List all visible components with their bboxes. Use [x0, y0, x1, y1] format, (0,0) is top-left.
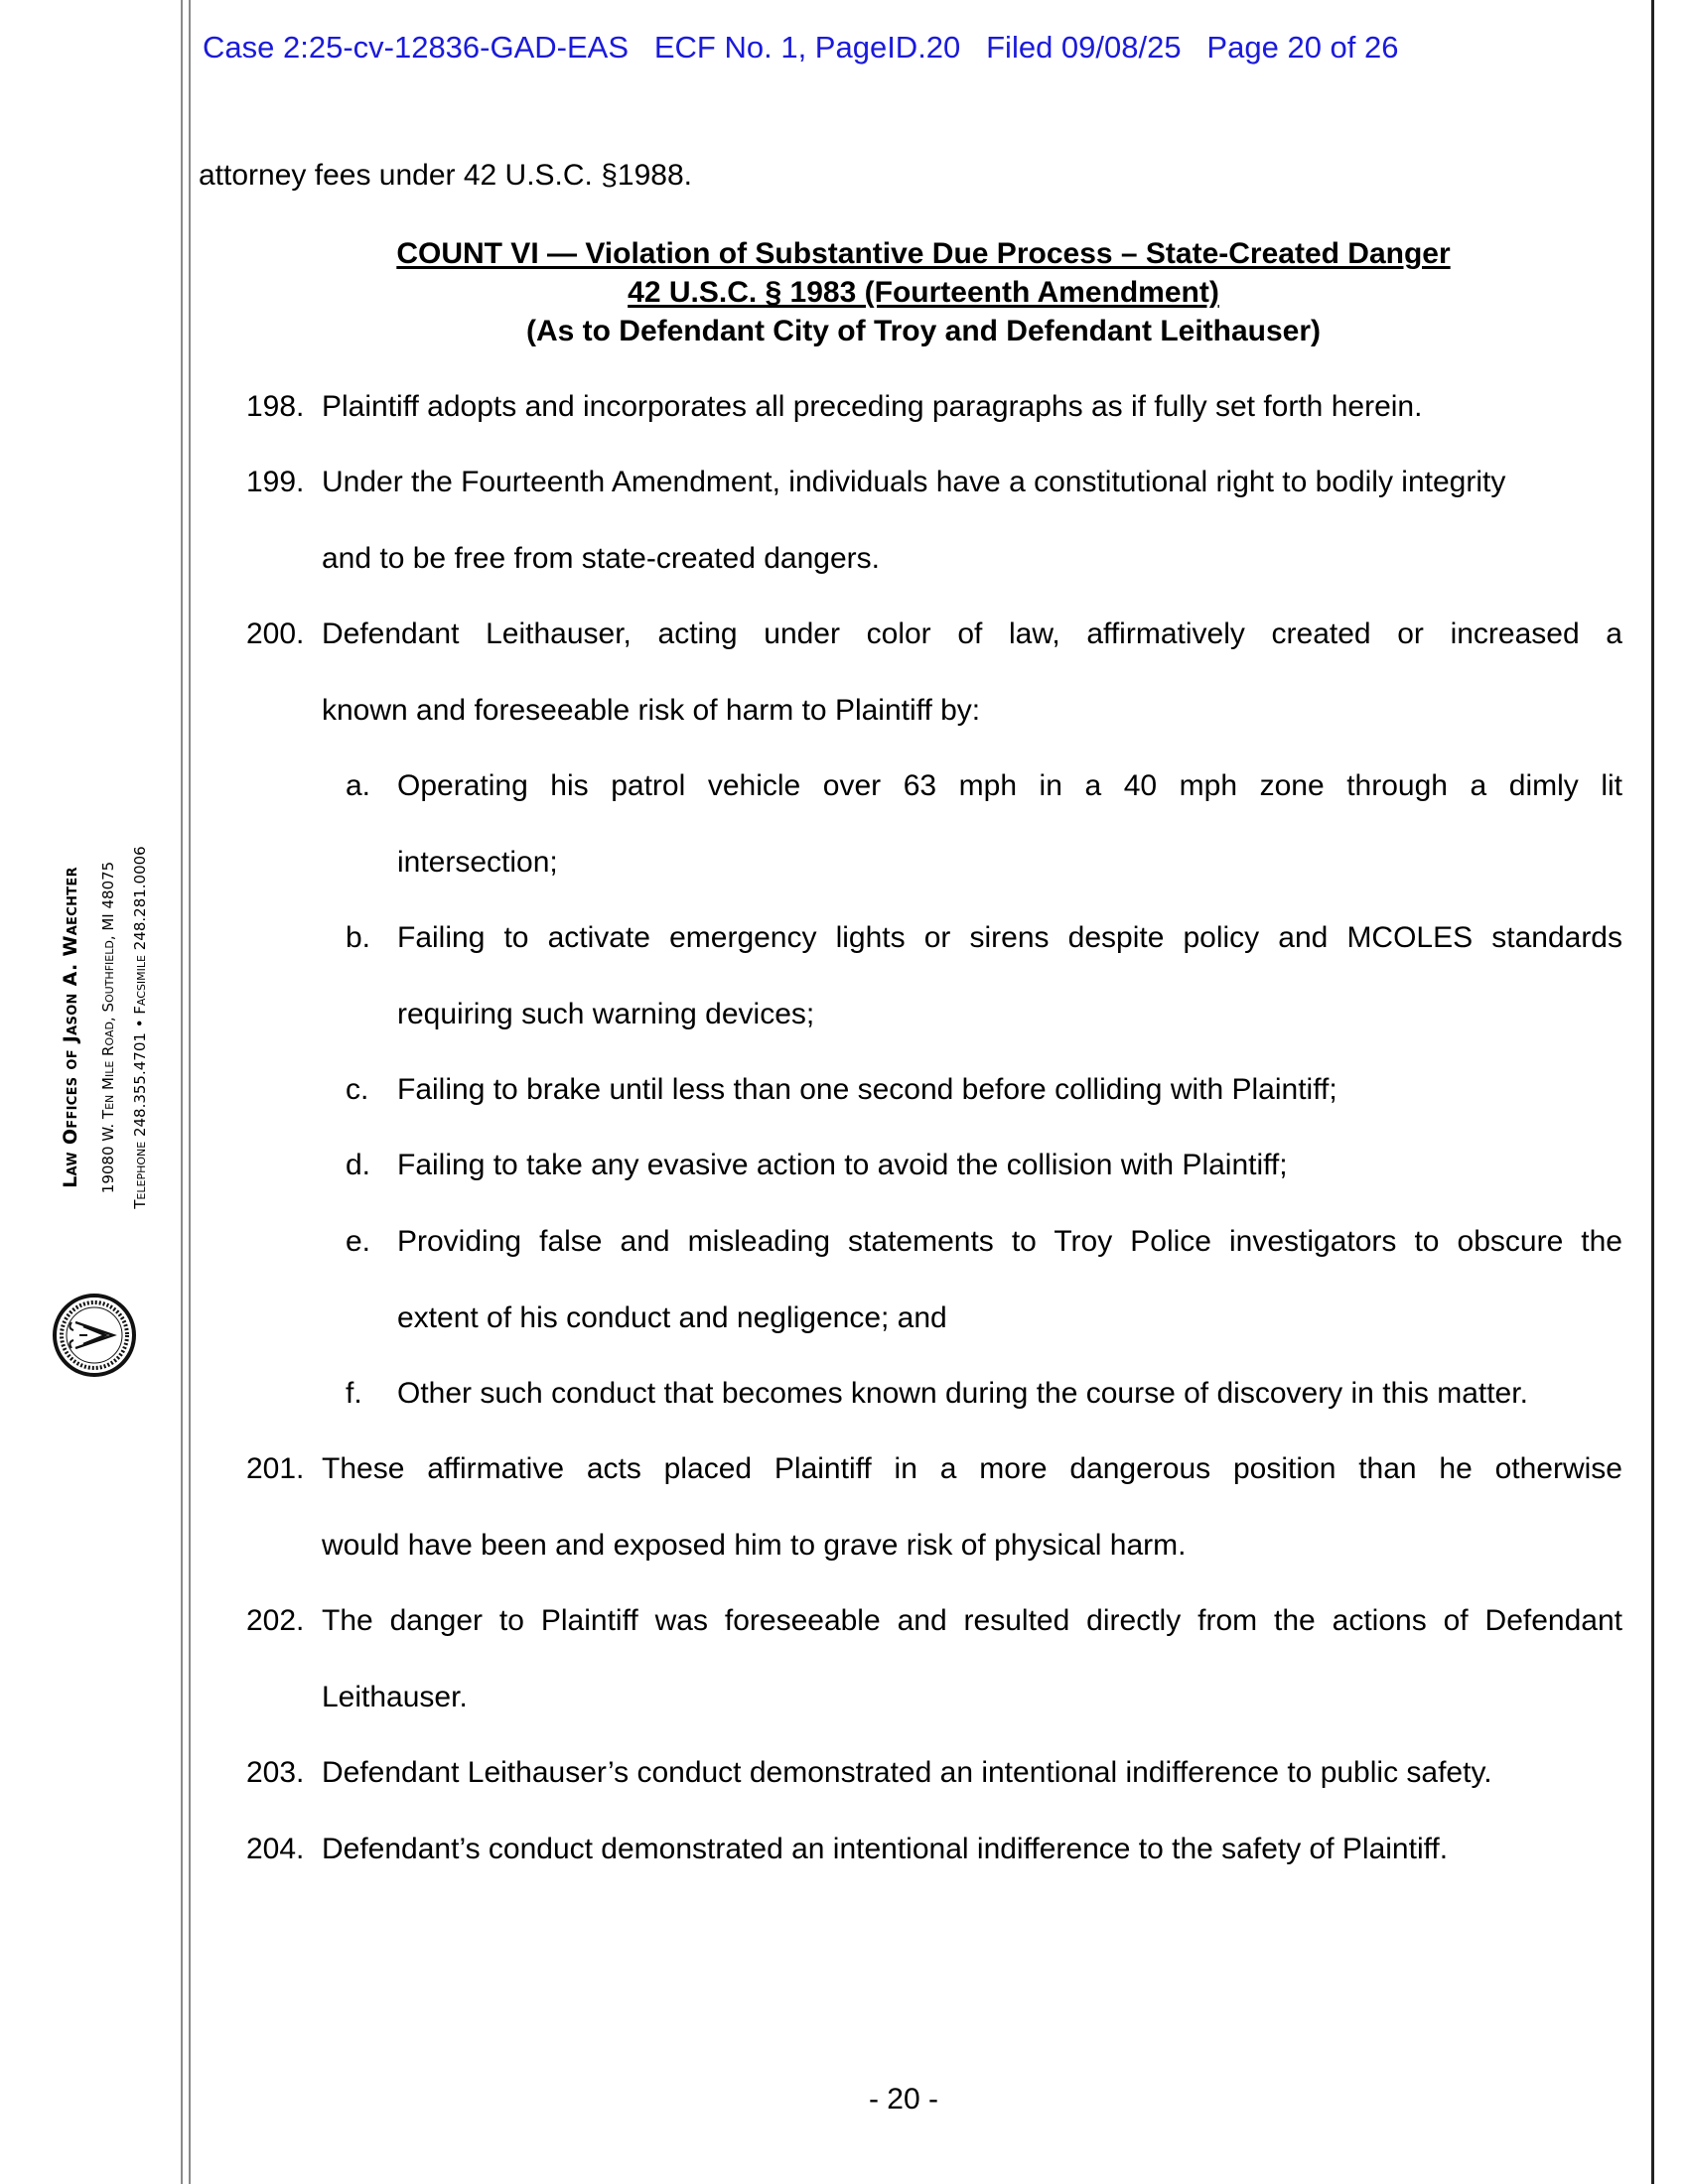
- paragraph-text: Defendant Leithauser’s conduct demonstrated an intentional indifference to public safety.: [322, 1756, 1492, 1789]
- subitem-d: [346, 1128, 1622, 1204]
- paragraph-204: [246, 1812, 1622, 1888]
- law-office-seal-icon: [52, 1293, 137, 1378]
- subitem-text: requiring such warning devices;: [397, 997, 815, 1030]
- count-heading: [199, 234, 1648, 350]
- subitem-c: [346, 1052, 1622, 1129]
- paragraph-text: Defendant’s conduct demonstrated an intentional indifference to the safety of Plaintiff.: [322, 1833, 1449, 1865]
- paragraph-202: [246, 1583, 1622, 1735]
- right-margin-rule: [1651, 0, 1654, 2184]
- paragraph-text: would have been and exposed him to grave risk of physical harm.: [322, 1528, 1187, 1562]
- subitem-letter: b.: [346, 921, 371, 954]
- left-margin-rule-inner: [189, 0, 191, 2184]
- subitem-letter: c.: [346, 1073, 369, 1106]
- subitem-f: [346, 1356, 1622, 1433]
- firm-address: 19080 W. Ten Mile Road, Southfield, MI 48075: [99, 861, 117, 1194]
- subitem-a: [346, 749, 1622, 900]
- paragraph-number: 203.: [246, 1756, 305, 1789]
- left-margin-rule: [181, 0, 183, 2184]
- paragraph-text: Defendant Leithauser, acting under color of law, affirmatively created or increased a: [322, 617, 1622, 650]
- subitem-letter: a.: [346, 769, 371, 802]
- paragraph-text: known and foreseeable risk of harm to Plaintiff by:: [322, 693, 981, 727]
- subitem-letter: e.: [346, 1225, 371, 1258]
- subitem-text: Providing false and misleading statements to Troy Police investigators to obscure the: [397, 1225, 1622, 1258]
- paragraph-198: [246, 369, 1622, 446]
- paragraph-199: [246, 445, 1622, 597]
- subitem-text: intersection;: [397, 845, 558, 879]
- subitem-b: [346, 900, 1622, 1052]
- firm-name: Law Offices of Jason A. Waechter: [60, 867, 81, 1188]
- firm-contact: Telephone 248.355.4701 • Facsimile 248.281.0006: [131, 846, 149, 1209]
- paragraph-number: 202.: [246, 1604, 305, 1637]
- paragraph-text: Plaintiff adopts and incorporates all preceding paragraphs as if fully set forth herein.: [322, 390, 1423, 423]
- subitem-text: Other such conduct that becomes known during the course of discovery in this matter.: [397, 1377, 1528, 1410]
- count-statute: 42 U.S.C. § 1983 (Fourteenth Amendment): [628, 276, 1219, 309]
- paragraph-201: [246, 1432, 1622, 1583]
- count-title: COUNT VI — Violation of Substantive Due Process – State-Created Danger: [396, 237, 1451, 270]
- subitem-e: [346, 1204, 1622, 1356]
- subitem-text: Failing to take any evasive action to avoid the collision with Plaintiff;: [397, 1149, 1288, 1181]
- paragraph-number: 199.: [246, 466, 305, 498]
- ecf-filing-header: Case 2:25-cv-12836-GAD-EAS ECF No. 1, PageID.20 Filed 09/08/25 Page 20 of 26: [203, 30, 1399, 65]
- paragraph-200: [246, 597, 1622, 749]
- subitem-text: Failing to brake until less than one second before colliding with Plaintiff;: [397, 1073, 1337, 1106]
- paragraph-number: 200.: [246, 617, 305, 650]
- paragraph-number: 204.: [246, 1833, 305, 1865]
- paragraph-text: These affirmative acts placed Plaintiff in a more dangerous position than he otherwise: [322, 1452, 1622, 1485]
- page-number: - 20 -: [868, 2083, 939, 2116]
- paragraph-text: and to be free from state-created dangers.: [322, 541, 880, 575]
- paragraph-text: Under the Fourteenth Amendment, individuals have a constitutional right to bodily integrity: [322, 466, 1506, 498]
- subitem-letter: d.: [346, 1149, 371, 1181]
- law-firm-sidebar: [30, 794, 179, 1261]
- subitem-text: Failing to activate emergency lights or sirens despite policy and MCOLES standards: [397, 921, 1622, 954]
- subitem-text: extent of his conduct and negligence; and: [397, 1300, 947, 1334]
- paragraph-number: 201.: [246, 1452, 305, 1485]
- paragraph-text: Leithauser.: [322, 1680, 468, 1713]
- paragraph-203: [246, 1735, 1622, 1812]
- subitem-text: Operating his patrol vehicle over 63 mph in a 40 mph zone through a dimly lit: [397, 769, 1622, 802]
- continuation-text: attorney fees under 42 U.S.C. §1988.: [199, 159, 692, 192]
- paragraph-text: The danger to Plaintiff was foreseeable and resulted directly from the actions of Defendant: [322, 1604, 1622, 1637]
- paragraph-number: 198.: [246, 390, 305, 423]
- count-parties: (As to Defendant City of Troy and Defendant Leithauser): [525, 315, 1322, 347]
- subitem-letter: f.: [346, 1377, 362, 1410]
